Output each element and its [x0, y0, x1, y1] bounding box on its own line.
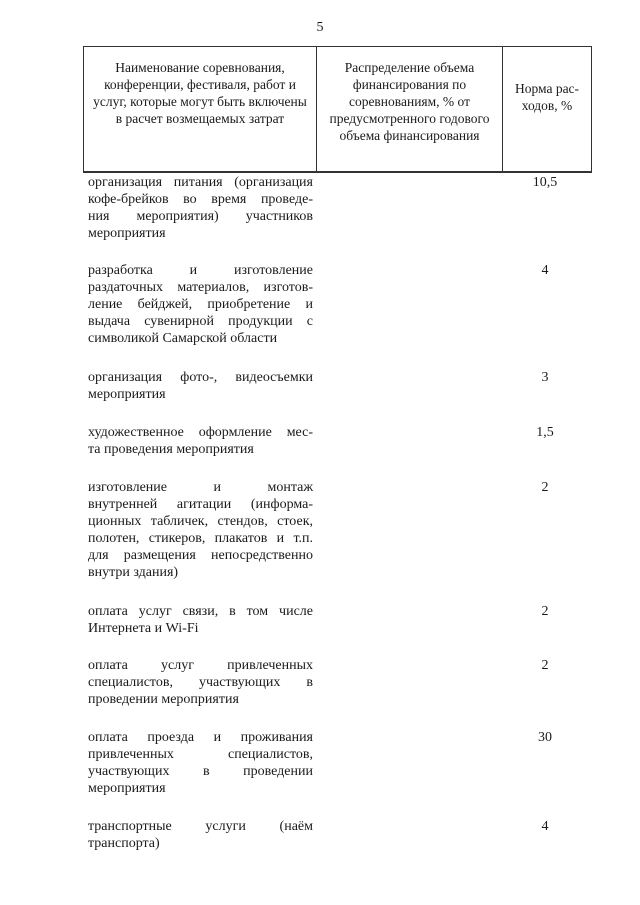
- row-name-line: кофе-брейков во время проведе-: [88, 192, 313, 207]
- row-norm: 4: [541, 263, 549, 278]
- row-name-line: внутри здания): [88, 565, 179, 580]
- row-name-line: выдача сувенирной продукции с: [88, 314, 313, 329]
- row-name-line: полотен, стикеров, плакатов и т.п.: [88, 531, 313, 546]
- row-name-line: ление бейджей, приобретение и: [88, 297, 313, 312]
- row-name-line: организация фото-, видеосъемки: [88, 370, 313, 385]
- row-name-line: символикой Самарской области: [88, 331, 278, 346]
- row-name-line: оплата проезда и проживания: [88, 730, 313, 745]
- row-name: [88, 657, 313, 708]
- row-norm: 2: [541, 604, 549, 619]
- row-name-line: специалистов, участвующих в: [88, 675, 313, 690]
- row-name-line: привлеченных специалистов,: [88, 747, 313, 762]
- row-name-line: та проведения мероприятия: [88, 442, 254, 457]
- row-name-line: мероприятия: [88, 781, 166, 796]
- header-cell-name: Наименование соревнования, конференции, фестиваля, работ и услуг, которые могут быть включены в расчет возмещаемых затрат: [93, 60, 307, 126]
- row-name: [88, 603, 313, 637]
- row-name-line: разработка и изготовление: [88, 263, 313, 278]
- row-name-line: внутренней агитации (информа-: [88, 497, 313, 512]
- row-name-line: участвующих в проведении: [88, 764, 313, 779]
- row-name-line: для размещения непосредственно: [88, 548, 313, 563]
- row-name: [88, 818, 313, 852]
- row-norm: 3: [541, 370, 549, 385]
- row-name: [88, 729, 313, 797]
- row-norm: 10,5: [532, 175, 558, 190]
- row-norm: 2: [541, 658, 549, 673]
- row-name-line: организация питания (организация: [88, 175, 313, 190]
- row-name-line: оплата услуг привлеченных: [88, 658, 313, 673]
- row-name-line: художественное оформление мес-: [88, 425, 313, 440]
- row-name-line: мероприятия: [88, 226, 166, 241]
- row-name-line: проведении мероприятия: [88, 692, 239, 707]
- header-cell-distribution: Распределение объема финансирования по соревнованиям, % от предусмотренного годового объема финансирования: [329, 60, 490, 143]
- row-name-line: раздаточных материалов, изготов-: [88, 280, 313, 295]
- row-name: [88, 174, 313, 242]
- row-norm: 1,5: [536, 425, 554, 440]
- header-cell-norm: Норма рас-ходов, %: [514, 81, 580, 113]
- row-name-line: оплата услуг связи, в том числе: [88, 604, 313, 619]
- header-column-distribution: [317, 47, 503, 172]
- row-name-line: ционных табличек, стендов, стоек,: [88, 514, 313, 529]
- row-norm: 4: [541, 819, 549, 834]
- row-name-line: транспорта): [88, 836, 160, 851]
- row-name: [88, 262, 313, 347]
- row-name: [88, 369, 313, 403]
- row-norm: 2: [541, 480, 549, 495]
- row-name: [88, 479, 313, 581]
- table-header: [83, 46, 592, 173]
- row-name-line: Интернета и Wi-Fi: [88, 621, 199, 636]
- header-column-norm: [503, 47, 591, 172]
- row-name-line: изготовление и монтаж: [88, 480, 313, 495]
- header-column-name: [84, 47, 317, 172]
- header-divider: [83, 171, 592, 172]
- row-name-line: транспортные услуги (наём: [88, 819, 313, 834]
- row-name: [88, 424, 313, 458]
- row-name-line: ния мероприятия) участников: [88, 209, 313, 224]
- row-name-line: мероприятия: [88, 387, 166, 402]
- page-number: 5: [316, 20, 324, 35]
- row-norm: 30: [538, 730, 552, 745]
